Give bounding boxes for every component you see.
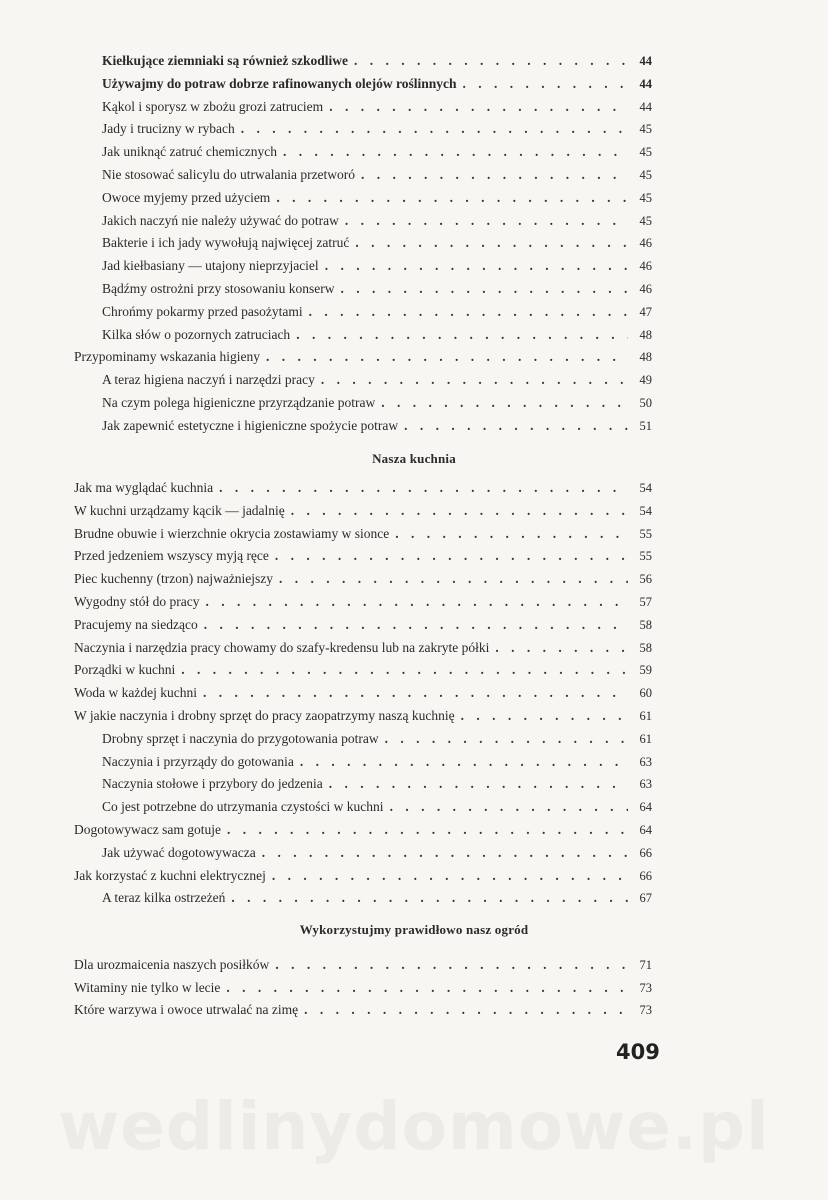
toc-entry-title: Owoce myjemy przed użyciem	[102, 189, 271, 205]
dot-leader	[298, 1000, 628, 1020]
toc-entry-title: Porządki w kuchni	[74, 662, 176, 678]
toc-entry-page: 67	[639, 891, 652, 906]
toc-entry	[102, 165, 652, 185]
toc-entry-title: A teraz higiena naczyń i narzędzi pracy	[102, 372, 315, 388]
toc-entry-page: 54	[639, 481, 652, 495]
toc-entry	[102, 188, 652, 208]
toc-entry-title: Jad kiełbasiany — utajony nieprzyjaciel	[102, 258, 319, 274]
toc-entry-title: Piec kuchenny (trzon) najważniejszy	[74, 571, 274, 587]
dot-leader	[348, 51, 628, 71]
toc-entry-title: Brudne obuwie i wierzchnie okrycia zostawiamy w sionce	[74, 525, 390, 541]
toc-entry-page: 45	[639, 145, 652, 160]
toc-entry	[102, 843, 652, 863]
toc-entry-title: Kilka słów o pozornych zatruciach	[102, 326, 291, 342]
toc-entry-page: 46	[639, 236, 652, 251]
toc-entry	[74, 706, 652, 726]
toc-entry-title: Naczynia stołowe i przybory do jedzenia	[102, 776, 323, 792]
dot-leader	[290, 325, 628, 345]
toc-entry	[102, 119, 652, 139]
dot-leader	[455, 706, 628, 726]
toc-entry-page: 57	[639, 595, 652, 609]
toc-entry	[102, 752, 652, 772]
dot-leader	[319, 256, 628, 276]
toc-entry-page: 50	[639, 396, 652, 410]
dot-leader	[235, 119, 628, 139]
dot-leader	[256, 843, 628, 863]
toc-entry	[102, 393, 652, 413]
toc-entry-title: Dla urozmaicenia naszych posiłków	[74, 957, 270, 972]
toc-entry	[74, 866, 652, 886]
toc-entry-title: Jak korzystać z kuchni elektrycznej	[74, 867, 266, 883]
toc-entry-page: 66	[639, 845, 652, 860]
toc-entry	[102, 370, 652, 390]
toc-entry-title: Jak zapewnić estetyczne i higieniczne spożycie potraw	[102, 417, 399, 433]
toc-entry	[102, 797, 652, 817]
toc-entry-page: 63	[639, 754, 652, 769]
dot-leader	[323, 97, 628, 117]
toc-entry-page: 66	[639, 868, 652, 883]
dot-leader	[323, 774, 628, 794]
toc-entry-page: 61	[639, 731, 652, 746]
toc-entry	[74, 546, 652, 566]
dot-leader	[213, 478, 628, 498]
toc-entry-page: 73	[639, 1003, 652, 1017]
dot-leader	[198, 615, 628, 635]
toc-entry-title: Jak uniknąć zatruć chemicznych	[102, 144, 278, 160]
dot-leader	[294, 752, 628, 772]
toc-entry-title: Jak ma wyglądać kuchnia	[74, 480, 214, 495]
toc-entry-page: 45	[639, 168, 652, 182]
section-heading-garden: Wykorzystujmy prawidłowo nasz ogród	[299, 922, 529, 937]
toc-entry-page: 48	[639, 327, 652, 342]
toc-entry-page: 56	[639, 572, 652, 587]
toc-entry-page: 46	[639, 259, 652, 274]
dot-leader	[334, 279, 628, 299]
toc-entry	[74, 615, 652, 635]
dot-leader	[398, 416, 628, 436]
toc-entry-page: 58	[639, 617, 652, 632]
toc-entry	[74, 683, 652, 703]
toc-entry-page: 47	[639, 304, 652, 319]
toc-entry-title: Naczynia i przyrządy do gotowania	[102, 753, 294, 769]
toc-entry-page: 64	[639, 823, 652, 837]
dot-leader	[315, 370, 628, 390]
dot-leader	[285, 501, 628, 521]
dot-leader	[220, 978, 628, 998]
toc-entry-page: 61	[639, 709, 652, 723]
toc-entry-page: 46	[639, 282, 652, 296]
toc-entry-page: 44	[639, 76, 652, 91]
toc-entry-page: 60	[639, 686, 652, 701]
watermark: wedlinydomowe.pl	[58, 1088, 770, 1165]
toc-entry	[74, 569, 652, 589]
dot-leader	[200, 592, 628, 612]
toc-entry-page: 73	[639, 980, 652, 995]
dot-leader	[221, 820, 628, 840]
toc-entry-page: 63	[639, 777, 652, 792]
toc-entry-title: Jady i trucizny w rybach	[102, 121, 235, 137]
toc-entry	[74, 1000, 652, 1020]
toc-entry-page: 48	[639, 350, 652, 365]
dot-leader	[389, 524, 628, 544]
section-heading-kitchen: Nasza kuchnia	[372, 451, 456, 466]
toc-entry	[102, 416, 652, 436]
toc-entry-title: Drobny sprzęt i naczynia do przygotowania potraw	[102, 730, 379, 746]
toc-entry	[102, 256, 652, 276]
toc-entry-page: 44	[639, 99, 652, 114]
toc-entry	[102, 302, 652, 322]
dot-leader	[349, 233, 628, 253]
toc-entry	[74, 524, 652, 544]
toc-entry-title: Bądźmy ostrożni przy stosowaniu konserw	[102, 281, 335, 296]
toc-entry-title: Dogotowywacz sam gotuje	[74, 822, 221, 837]
dot-leader	[273, 569, 628, 589]
dot-leader	[175, 660, 628, 680]
toc-entry	[102, 729, 652, 749]
toc-entry	[74, 955, 652, 975]
toc-entry	[102, 97, 652, 117]
toc-entry	[102, 74, 652, 94]
dot-leader	[489, 638, 628, 658]
toc-entry	[102, 279, 652, 299]
dot-leader	[270, 188, 628, 208]
toc-entry	[74, 820, 652, 840]
toc-entry	[74, 638, 652, 658]
dot-leader	[384, 797, 628, 817]
toc-entry-page: 45	[639, 122, 652, 137]
toc-entry-title: Wygodny stół do pracy	[74, 594, 200, 609]
dot-leader	[375, 393, 628, 413]
toc-entry-title: Na czym polega higieniczne przyrządzanie potraw	[102, 395, 376, 410]
toc-entry-title: Przypominamy wskazania higieny	[74, 349, 260, 365]
toc-entry-title: Woda w każdej kuchni	[74, 685, 197, 701]
toc-entry-title: Przed jedzeniem wszyscy myją ręce	[74, 548, 269, 564]
toc-entry-page: 55	[639, 526, 652, 541]
toc-entry	[74, 592, 652, 612]
dot-leader	[355, 165, 628, 185]
toc-entry	[102, 51, 652, 71]
dot-leader	[379, 729, 628, 749]
toc-entry-page: 58	[639, 640, 652, 655]
toc-entry	[102, 142, 652, 162]
toc-entry-title: Kąkol i sporysz w zbożu grozi zatruciem	[102, 98, 324, 114]
toc-entry-title: Kiełkujące ziemniaki są również szkodliwe	[102, 53, 348, 68]
toc-entry-page: 44	[639, 54, 652, 68]
toc-entry-page: 45	[639, 213, 652, 228]
toc-entry	[74, 660, 652, 680]
dot-leader	[277, 142, 628, 162]
toc-entry	[102, 233, 652, 253]
toc-entry-page: 51	[639, 418, 652, 433]
toc-entry-title: Bakterie i ich jady wywołują najwięcej zatruć	[102, 235, 350, 251]
toc-entry-title: Chrońmy pokarmy przed pasożytami	[102, 303, 303, 319]
dot-leader	[303, 302, 628, 322]
dot-leader	[260, 347, 628, 367]
dot-leader	[269, 546, 628, 566]
toc-entry-title: A teraz kilka ostrzeżeń	[102, 890, 226, 906]
toc-entry-title: W kuchni urządzamy kącik — jadalnię	[74, 502, 285, 518]
toc-entry-title: Pracujemy na siedząco	[74, 616, 198, 632]
toc-entry-title: Używajmy do potraw dobrze rafinowanych olejów roślinnych	[102, 75, 457, 91]
toc-entry-title: Które warzywa i owoce utrwalać na zimę	[74, 1002, 299, 1017]
toc-entry-title: Naczynia i narzędzia pracy chowamy do szafy-kredensu lub na zakryte półki	[74, 639, 490, 655]
toc-entry	[74, 347, 652, 367]
toc-entry-title: Witaminy nie tylko w lecie	[74, 979, 221, 995]
toc-entry-page: 59	[639, 663, 652, 678]
toc-entry	[74, 501, 652, 521]
toc-entry-title: Co jest potrzebne do utrzymania czystości w kuchni	[102, 799, 384, 815]
toc-entry-page: 49	[639, 373, 652, 388]
toc-entry	[102, 888, 652, 908]
toc-entry-title: Nie stosować salicylu do utrwalania przetworó	[102, 167, 356, 182]
dot-leader	[457, 74, 629, 94]
toc-entry	[102, 211, 652, 231]
toc-entry-page: 45	[639, 190, 652, 205]
dot-leader	[269, 955, 628, 975]
toc-entry	[102, 774, 652, 794]
toc-entry-title: W jakie naczynia i drobny sprzęt do pracy zaopatrzymy naszą kuchnię	[74, 708, 455, 723]
toc-entry-page: 54	[639, 503, 652, 518]
toc-entry	[74, 478, 652, 498]
dot-leader	[197, 683, 628, 703]
toc-entry-page: 71	[639, 958, 652, 972]
toc-entry-title: Jak używać dogotowywacza	[102, 844, 256, 860]
toc-entry	[74, 978, 652, 998]
dot-leader	[339, 211, 628, 231]
toc-entry-page: 55	[639, 549, 652, 564]
dot-leader	[225, 888, 628, 908]
page-number: 409	[616, 1040, 660, 1064]
toc-entry	[102, 325, 652, 345]
toc-entry-title: Jakich naczyń nie należy używać do potraw	[102, 212, 339, 228]
dot-leader	[266, 866, 628, 886]
toc-entry-page: 64	[639, 800, 652, 815]
